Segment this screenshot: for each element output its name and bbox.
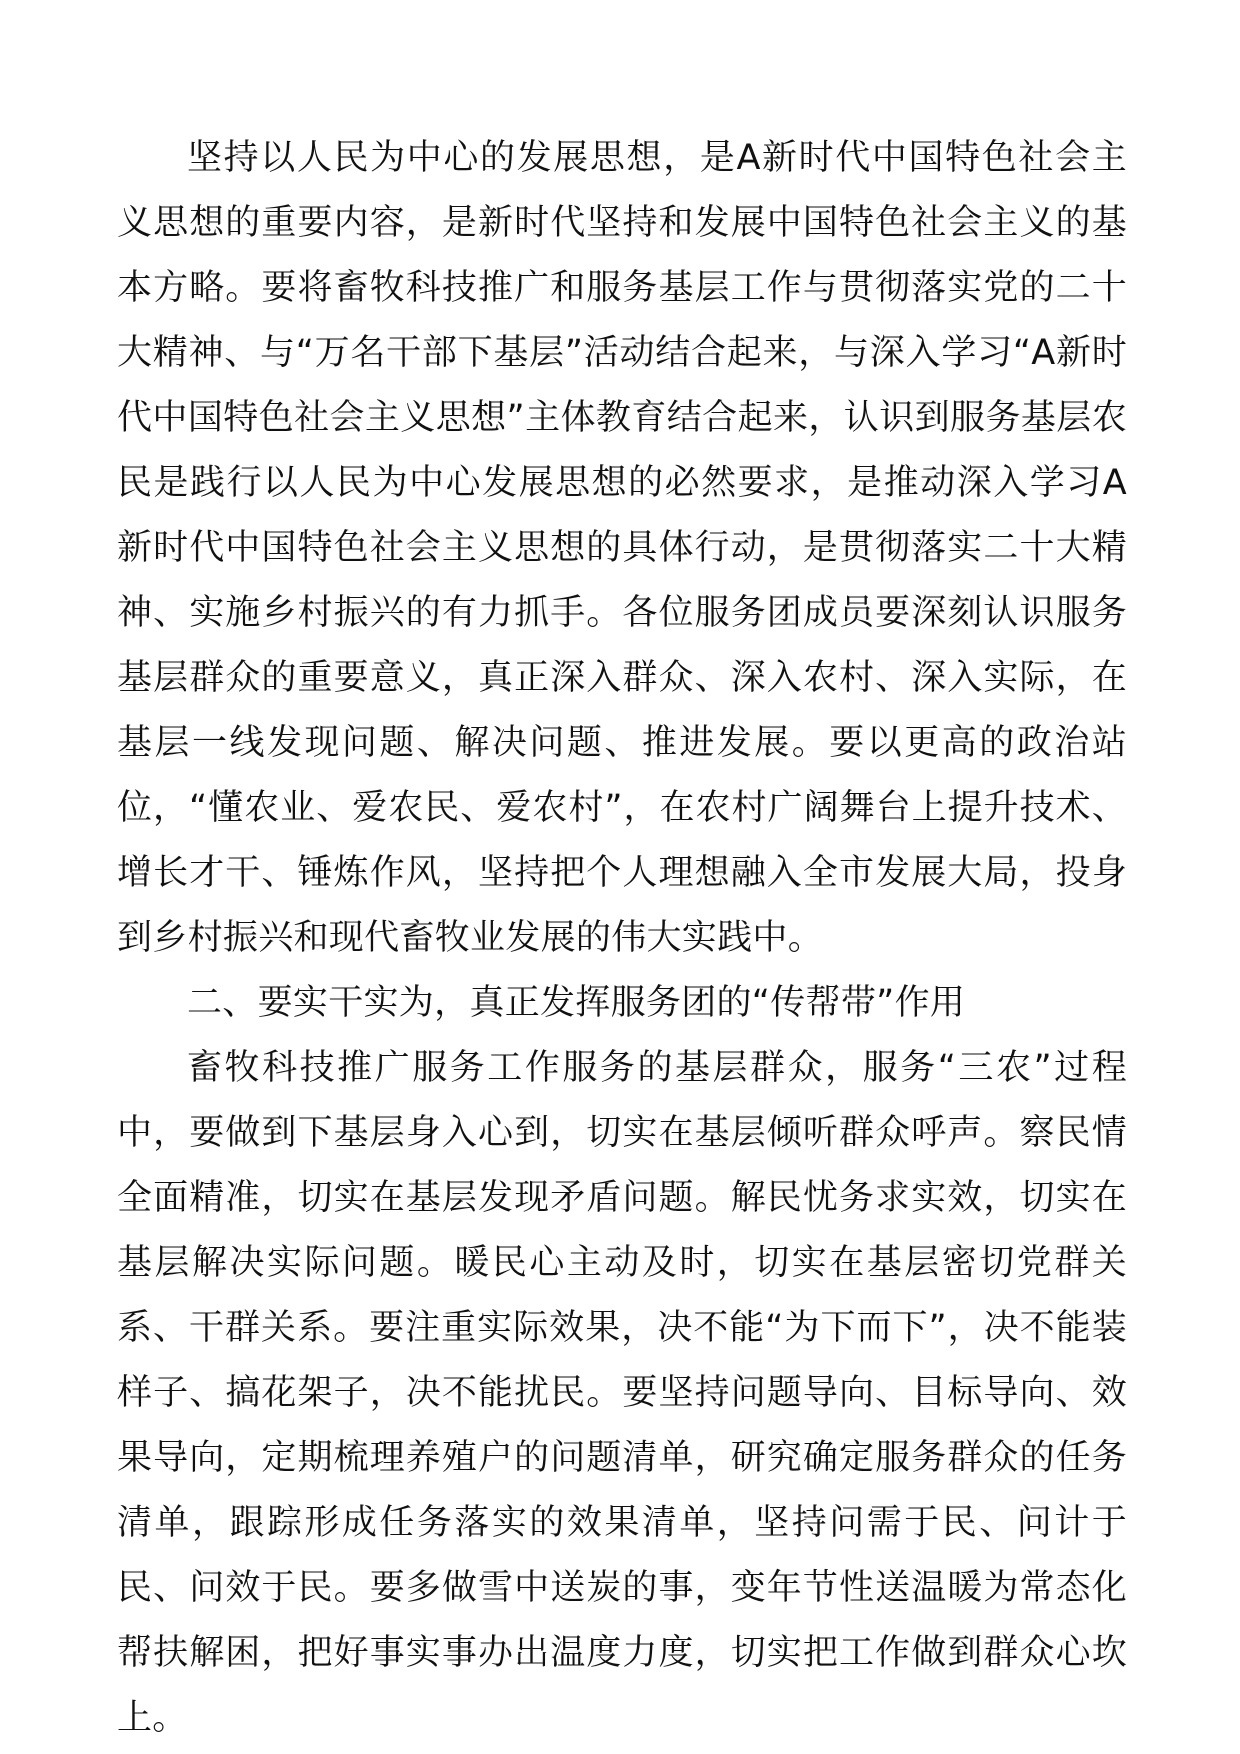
body-paragraph: 畜牧科技推广服务工作服务的基层群众，服务“三农”过程中，要做到下基层身入心到，切实在基层倾听群众呼声。察民情全面精准，切实在基层发现矛盾问题。解民忧务求实效，切实在基层解决实际问题。暖民心主动及时，切实在基层密切党群关系、干群关系。要注重实际效果，决不能“为下而下”，决不能装样子、搞花架子，决不能扰民。要坚持问题导向、目标导向、效果导向，定期梳理养殖户的问题清单，研究确定服务群众的任务清单，跟踪形成任务落实的效果清单，坚持问需于民、问计于民、问效于民。要多做雪中送炭的事，变年节性送温暖为常态化帮扶解困，把好事实事办出温度力度，切实把工作做到群众心坎上。 <box>117 1048 1127 1738</box>
body-paragraph: 坚持以人民为中心的发展思想，是A新时代中国特色社会主义思想的重要内容，是新时代坚持和发展中国特色社会主义的基本方略。要将畜牧科技推广和服务基层工作与贯彻落实党的二十大精神、与“万名干部下基层”活动结合起来，与深入学习“A新时代中国特色社会主义思想”主体教育结合起来，认识到服务基层农民是践行以人民为中心发展思想的必然要求，是推动深入学习A新时代中国特色社会主义思想的具体行动，是贯彻落实二十大精神、实施乡村振兴的有力抓手。各位服务团成员要深刻认识服务基层群众的重要意义，真正深入群众、深入农村、深入实际，在基层一线发现问题、解决问题、推进发展。要以更高的政治站位，“懂农业、爱农民、爱农村”，在农村广阔舞台上提升技术、增长才干、锤炼作风，坚持把个人理想融入全市发展大局，投身到乡村振兴和现代畜牧业发展的伟大实践中。 <box>117 138 1127 958</box>
document-page <box>117 126 1127 1751</box>
section-heading: 二、要实干实为，真正发挥服务团的“传帮带”作用 <box>187 983 966 1023</box>
